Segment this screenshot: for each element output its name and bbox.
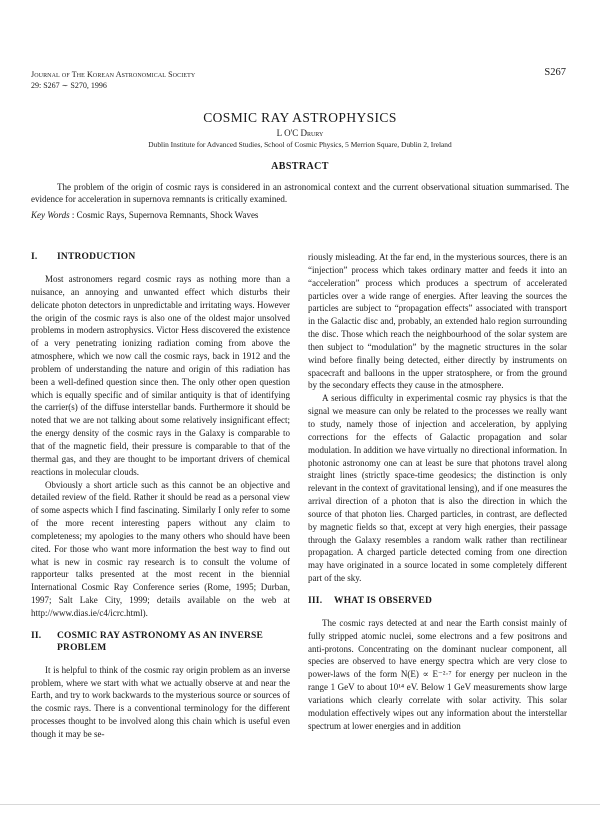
keywords-list: : Cosmic Rays, Supernova Remnants, Shock Waves [71, 210, 259, 220]
section-heading-inverse-problem [31, 630, 290, 654]
paragraph: Most astronomers regard cosmic rays as nothing more than a nuisance, an annoying and unwanted effect which disturbs their delicate photon detectors in unpredictable and irritating ways. However the origin of the cosmic rays is also one of the oldest major unsolved problems in modern astrophysics. Victor Hess discovered the existence of a very penetrating ionizing radiation coming from above the atmosphere, which we now call the cosmic rays, back in 1912 and the problem of understanding the nature and origin of this radiation has been a well-defined question since then. The only other open question which is equally specific and of similar antiquity is that of identifying the carrier(s) of the diffuse interstellar bands. Furthermore it should be noted that we are not talking about some relatively insignificant effect; the energy density of the cosmic rays in the Galaxy is comparable to that of the magnetic field, their pressure is comparable to that of the thermal gas, and they are thought to be important drivers of chemical reactions in molecular clouds. [31, 274, 290, 477]
keywords [31, 210, 258, 220]
page-bottom-edge [0, 804, 600, 805]
section-number: I. [31, 252, 38, 262]
journal-header [31, 69, 195, 91]
journal-name: Journal of The Korean Astronomical Society [31, 70, 196, 79]
paragraph: A serious difficulty in experimental cosmic ray physics is that the signal we measure can only be related to the processes we really want to study, namely those of injection and acceleration, by applying corrections for the effects of Galactic propagation and solar modulation. In addition we have virtually no directional information. In photonic astronomy one can at least be sure that photons travel along straight lines (strictly space-time geodesics; the distinction is only relevant in the context of gravitational lensing), and if one measures the arrival direction of a photon that is also the direction in which the source of that photon lies. Charged particles, in contrast, are deflected by magnetic fields so that, except at very high energies, their passage through the Galaxy resembles a random walk rather than rectilinear propagation. A charged particle detected coming from one direction may have originated in a source located in some completely different part of the sky. [308, 393, 567, 584]
section-number: III. [308, 595, 323, 606]
section-title: WHAT IS OBSERVED [334, 595, 433, 606]
paper-title: COSMIC RAY ASTROPHYSICS [203, 110, 397, 125]
abstract-text: The problem of the origin of cosmic rays is considered in an astronomical context and the current observational situation summarised. The evidence for acceleration in supernova remnants is critically examined. [31, 182, 569, 204]
keywords-label: Key Words [31, 210, 70, 220]
page-number: S267 [544, 67, 566, 78]
author-line [0, 128, 600, 138]
section-heading-introduction [31, 251, 290, 263]
left-column [31, 251, 290, 741]
section-title: INTRODUCTION [57, 252, 136, 262]
paragraph: It is helpful to think of the cosmic ray origin problem as an inverse problem, where we start with what we actually observe at and near the Earth, and try to work backwards to the mysterious source or sources of the cosmic rays. There is a conventional terminology for the different processes thought to be involved along this chain which is useful even though it may be se- [31, 664, 290, 739]
paragraph: riously misleading. At the far end, in the mysterious sources, there is an “injection” process which takes ordinary matter and feeds it into an “acceleration” process which produces a spectrum of accelerated particles over a wide range of energies. After leaving the sources the particles are subject to “propagation effects” associated with transport in the Galactic disc and, probably, an extended halo region surrounding the disc. Those which reach the neighbourhood of the solar system are then subject to “modulation” by the magnetic structures in the solar wind before finally being detected, either directly by instruments on spacecraft and balloons in the upper stratosphere, or from the ground by the secondary effects they cause in the atmosphere. [308, 252, 567, 391]
paragraph: Obviously a short article such as this cannot be an objective and detailed review of the field. Rather it should be read as a personal view of some aspects which I find fascinating. Similarly I only refer to some of the more recent interesting papers without any claim to completeness; my apologies to the many others who should have been cited. For those who want more information the best way to find out what is new in cosmic ray research is to consult the volume of rapporteur talks presented at the most recent in the biennial International Cosmic Ray Conference series (Rome, 1995; Durban, 1997; Salt Lake City, 1999; details available on the web at http://www.dias.ie/c4/icrc.html). [31, 479, 290, 618]
section-title: COSMIC RAY ASTRONOMY AS AN INVERSE PROBLEM [57, 630, 264, 653]
affiliation: Dublin Institute for Advanced Studies, School of Cosmic Physics, 5 Merrion Square, Dublin 2, Ireland [148, 140, 452, 149]
section-heading-what-is-observed [308, 595, 567, 607]
author-name: L O'C Drury [276, 128, 324, 138]
abstract-heading: ABSTRACT [271, 161, 329, 172]
section-number: II. [31, 630, 42, 641]
volume-pages: 29: S267 ∼ S270, 1996 [31, 81, 107, 90]
right-column [308, 251, 567, 733]
paragraph: The cosmic rays detected at and near the Earth consist mainly of fully stripped atomic nuclei, some electrons and a few positrons and anti-protons. Concentrating on the dominant nuclear component, all species are observed to have energy spectra which are very close to power-laws of the form N(E) ∝ E⁻²·⁷ for energy per nucleon in the range 1 GeV to about 10¹⁴ eV. Below 1 GeV measurements show large variations which clearly correlate with solar activity. This solar modulation effectively wipes out any information about the interstellar spectrum at lower energies and in addition [308, 617, 567, 731]
